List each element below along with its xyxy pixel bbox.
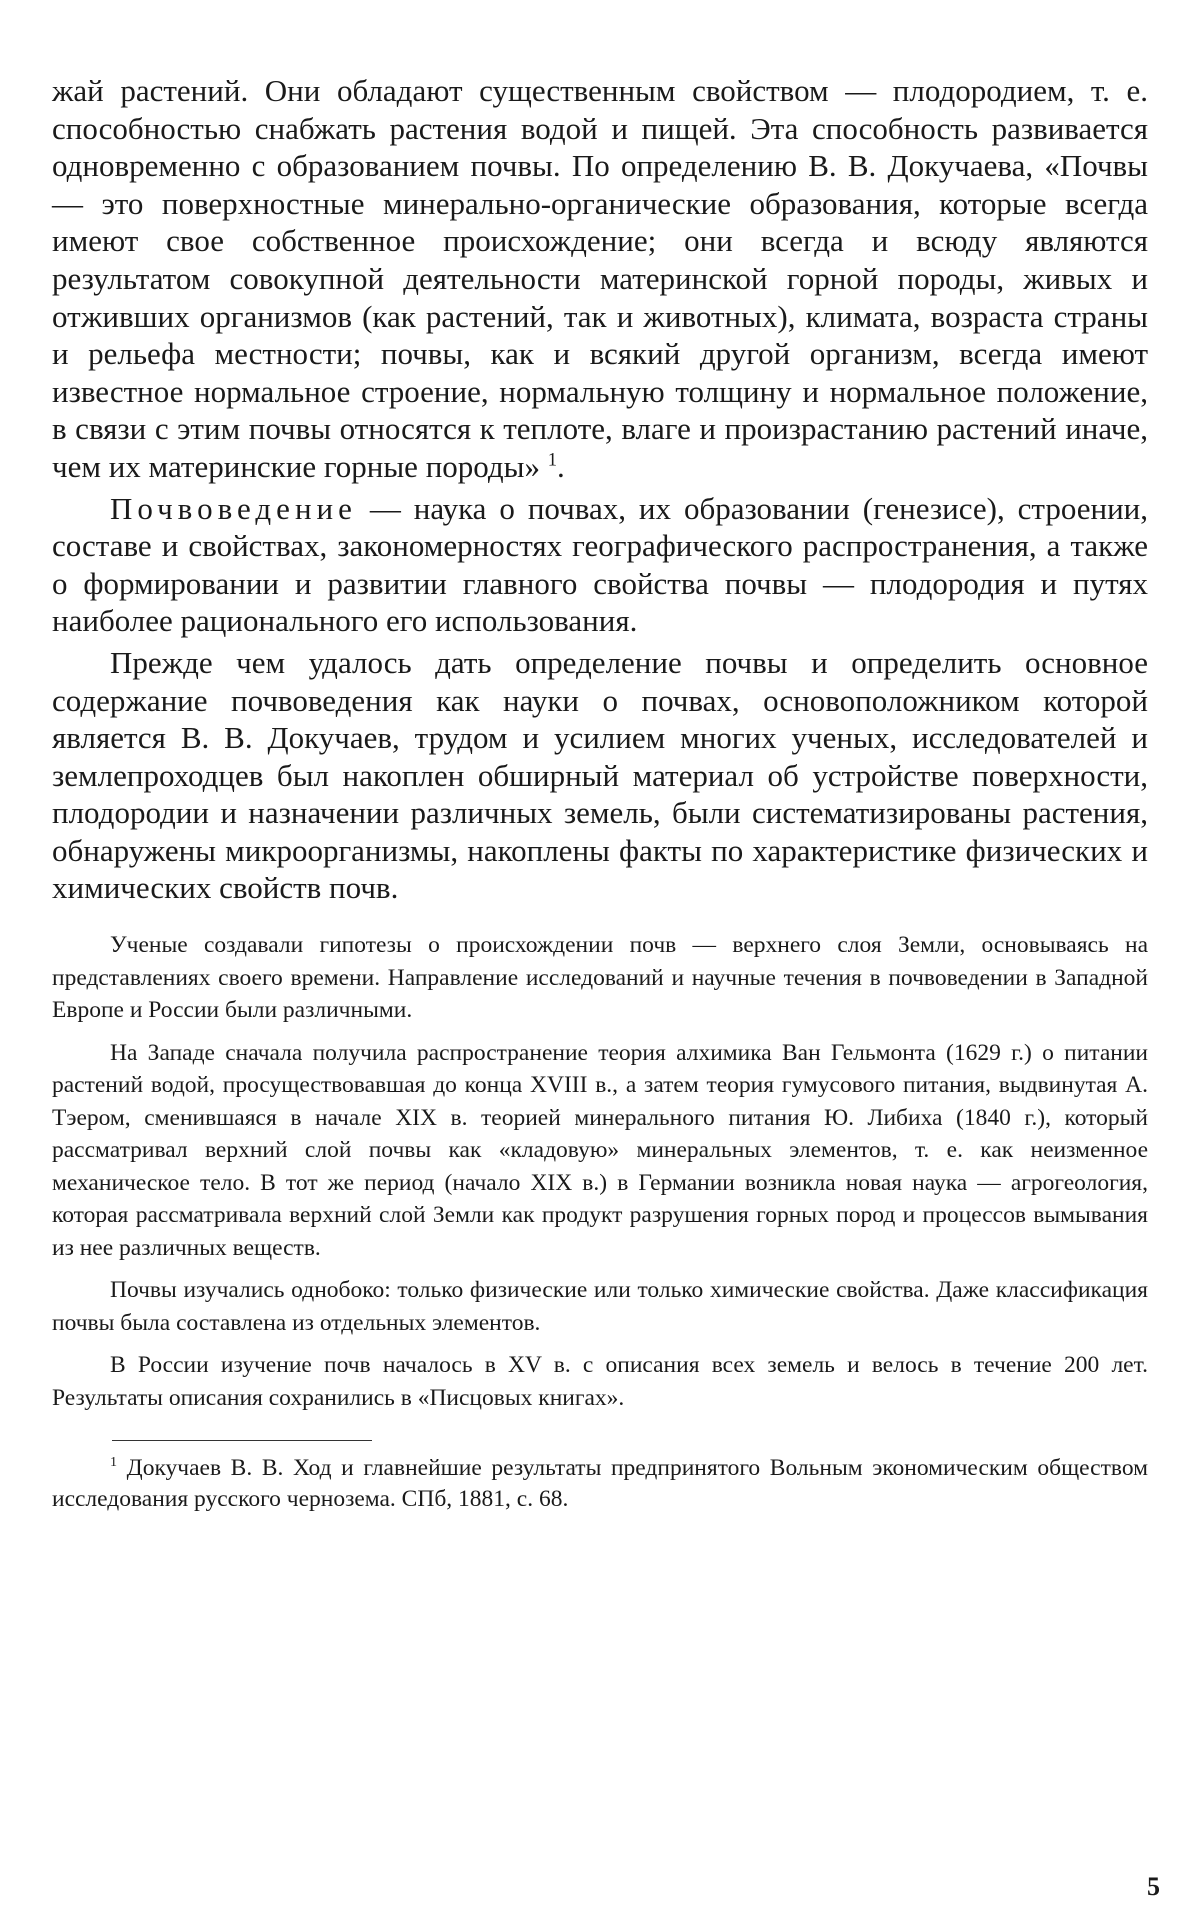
paragraph-1-text: жай растений. Они обладают существенным свойством — плодородием, т. е. способностью снабжать растения водой и пищей. Эта способность развивается одновременно с образованием почвы. По определению В. В. Докучаева, «Почвы — это поверхностные минерально-органические образования, которые всегда имеют свое собственное происхождение; они всегда и всюду являются результатом совокупной деятельности материнской горной породы, живых и отживших организмов (как растений, так и животных), климата, возраста страны и рельефа местности; почвы, как и всякий другой организм, всегда имеют известное нормальное строение, нормальную толщину и нормальное положение, в связи с этим почвы относятся к теплоте, влаге и произрастанию растений иначе, чем их материнские горные породы» (52, 73, 1148, 484)
page-content (52, 72, 1148, 1515)
footnote-reference[interactable]: 1 (547, 449, 558, 471)
small-paragraph-1: Ученые создавали гипотезы о происхождении почв — верхнего слоя Земли, основываясь на представлениях своего времени. Направление исследований и научные течения в почвоведении в Западной Европе и России были различными. (52, 932, 1148, 1024)
footnote-text: Докучаев В. В. Ход и главнейшие результаты предпринятого Вольным экономическим обществом исследования русского чернозема. СПб, 1881, с. 68. (52, 1455, 1148, 1513)
small-paragraph-4: В России изучение почв началось в XV в. с описания всех земель и велось в течение 200 лет. Результаты описания сохранились в «Писцовых книгах». (52, 1352, 1148, 1411)
page-number: 5 (1147, 1872, 1160, 1901)
paragraph-1: жай растений. Они обладают существенным свойством — плодородием, т. е. способностью снабжать растения водой и пищей. Эта способность развивается одновременно с образованием почвы. По определению В. В. Докучаева, «Почвы — это поверхностные минерально-органические образования, которые всегда имеют свое собственное происхождение; они всегда и всюду являются результатом совокупной деятельности материнской горной породы, живых и отживших организмов (как растений, так и животных), климата, возраста страны и рельефа местности; почвы, как и всякий другой организм, всегда имеют известное нормальное строение, нормальную толщину и нормальное положение, в связи с этим почвы относятся к теплоте, влаге и произрастанию растений иначе, чем их материнские горные породы» $^1$. (52, 73, 1148, 484)
term-pochvovedenie: Почвоведение (110, 490, 357, 526)
footnote-divider (112, 1440, 372, 1441)
footnote (52, 1453, 1148, 1515)
paragraph-2-text: — наука о почвах, их образовании (генезисе), строении, составе и свойствах, закономерностях географического распространения, а также о формировании и развитии главного свойства почвы — плодородия и путях наиболее рационального его использования. (52, 490, 1148, 639)
small-paragraph-2: На Западе сначала получила распространение теория алхимика Ван Гельмонта (1629 г.) о питании растений водой, просуществовавшая до конца XVIII в., а затем теория гумусового питания, выдвинутая А. Тэером, сменившаяся в начале XIX в. теорией минерального питания Ю. Либиха (1840 г.), который рассматривал верхний слой почвы как «кладовую» минеральных элементов, т. е. как неизменное механическое тело. В тот же период (начало XIX в.) в Германии возникла новая наука — агрогеология, которая рассматривала верхний слой Земли как продукт разрушения горных пород и процессов вымывания из нее различных веществ. (52, 1039, 1148, 1261)
small-paragraph-3: Почвы изучались однобоко: только физические или только химические свойства. Даже классификация почвы была составлена из отдельных элементов. (52, 1277, 1148, 1336)
paragraph-2 (52, 490, 1148, 640)
footnote-mark: 1 (110, 1454, 118, 1471)
paragraph-3: Прежде чем удалось дать определение почвы и определить основное содержание почвоведения как науки о почвах, основоположником которой является В. В. Докучаев, трудом и усилием многих ученых, исследователей и землепроходцев был накоплен обширный материал об устройстве поверхности, плодородии и назначении различных земель, были систематизированы растения, обнаружены микроорганизмы, накоплены факты по характеристике физических и химических свойств почв. (52, 644, 1148, 906)
